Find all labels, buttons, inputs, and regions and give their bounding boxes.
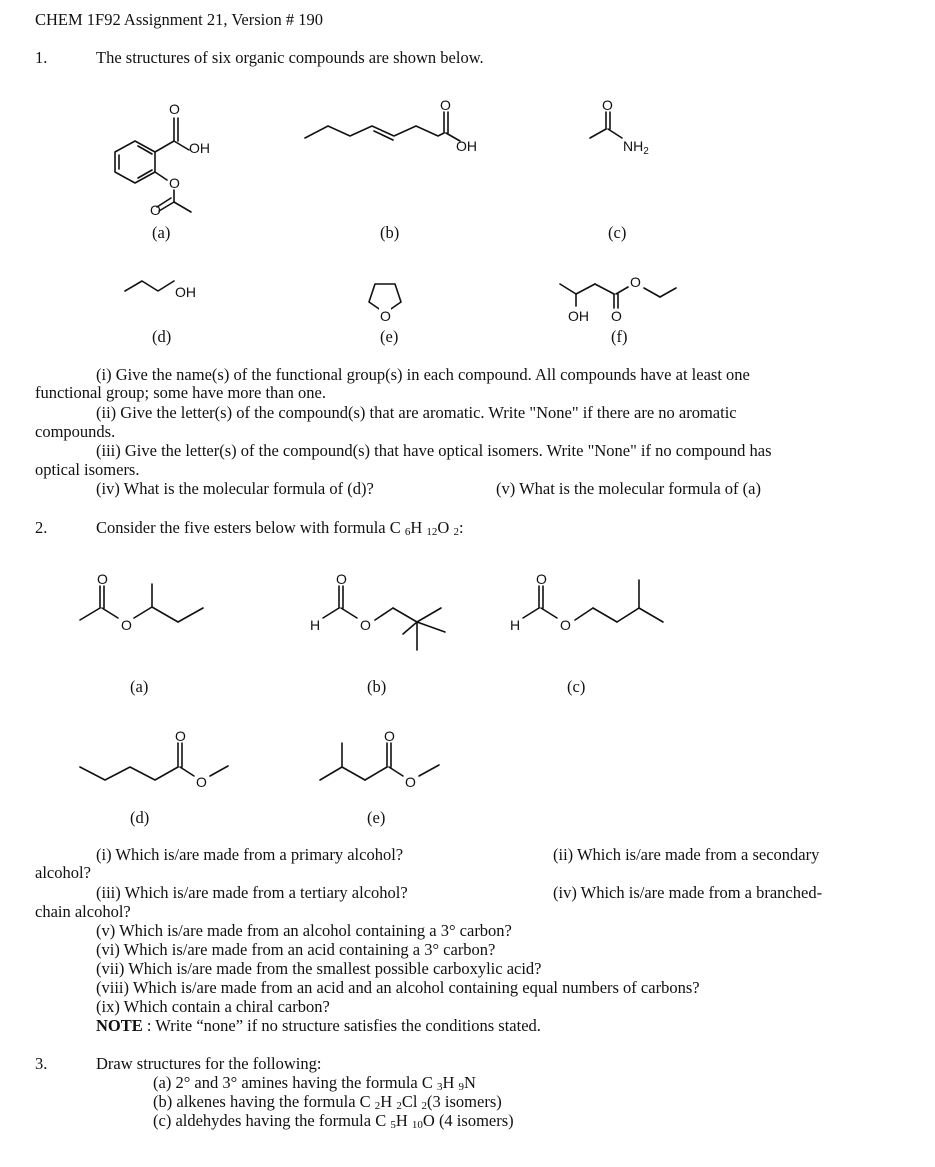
q2-structure-b — [305, 570, 455, 660]
atom-h: H — [310, 617, 321, 633]
q1-structure-d — [120, 275, 210, 305]
atom-o: O — [380, 308, 391, 324]
q2-structure-c — [505, 570, 675, 640]
atom-o: O — [169, 175, 180, 191]
q3-number: 3. — [35, 1054, 48, 1073]
q1-structure-e — [362, 275, 412, 323]
atom-o: O — [536, 571, 547, 587]
q3-part-c: (c) aldehydes having the formula C 5H 10O (4 isomers) — [153, 1111, 514, 1131]
atom-o: O — [175, 728, 186, 744]
q2-part-ii: (ii) Which is/are made from a secondary — [553, 845, 820, 864]
atom-o: O — [150, 202, 161, 218]
atom-o: O — [602, 97, 613, 113]
q2-label-d: (d) — [130, 808, 150, 827]
q1-label-e: (e) — [380, 327, 399, 346]
q1-part-ii: (ii) Give the letter(s) of the compound(s) that are aromatic. Write "None" if there are no aromatic — [96, 403, 737, 422]
atom-o: O — [560, 617, 571, 633]
atom-o: O — [97, 571, 108, 587]
atom-o: O — [121, 617, 132, 633]
q3-part-a: (a) 2° and 3° amines having the formula C 3H 9N — [153, 1073, 476, 1093]
atom-o: O — [196, 774, 207, 790]
atom-o: O — [360, 617, 371, 633]
atom-o: O — [630, 274, 641, 290]
atom-oh: OH — [568, 308, 589, 324]
q1-structure-f — [555, 270, 685, 326]
q2-number: 2. — [35, 518, 48, 537]
atom-o: O — [611, 308, 622, 324]
atom-oh: OH — [175, 284, 196, 300]
q1-part-v: (v) What is the molecular formula of (a) — [496, 479, 761, 498]
assignment-header: CHEM 1F92 Assignment 21, Version # 190 — [35, 10, 324, 29]
atom-o: O — [336, 571, 347, 587]
q1-label-f: (f) — [611, 327, 628, 346]
q2-part-vii: (vii) Which is/are made from the smallest possible carboxylic acid? — [96, 959, 542, 978]
q2-part-iii: (iii) Which is/are made from a tertiary alcohol? — [96, 883, 408, 902]
q2-part-v: (v) Which is/are made from an alcohol containing a 3° carbon? — [96, 921, 512, 940]
q1-intro: The structures of six organic compounds are shown below. — [96, 48, 484, 67]
q1-part-iv: (iv) What is the molecular formula of (d)? — [96, 479, 374, 498]
q2-part-ii-cont: alcohol? — [35, 863, 91, 882]
atom-o: O — [169, 101, 180, 117]
q2-label-e: (e) — [367, 808, 386, 827]
q1-part-iii-cont: optical isomers. — [35, 460, 140, 479]
atom-o: O — [384, 728, 395, 744]
atom-nh2: $NH_2$ — [623, 138, 649, 157]
q2-part-vi: (vi) Which is/are made from an acid containing a 3° carbon? — [96, 940, 496, 959]
q1-part-iii: (iii) Give the letter(s) of the compound(s) that have optical isomers. Write "None" if no compound has — [96, 441, 772, 460]
q3-part-b: (b) alkenes having the formula C 2H 2Cl 2(3 isomers) — [153, 1092, 502, 1112]
q1-part-i-cont: functional group; some have more than one. — [35, 383, 326, 402]
q2-part-viii: (viii) Which is/are made from an acid and an alcohol containing equal numbers of carbons? — [96, 978, 700, 997]
q2-structure-e — [315, 725, 455, 790]
atom-oh: OH — [456, 138, 477, 154]
q1-structure-c — [585, 98, 675, 163]
atom-o: O — [405, 774, 416, 790]
q2-label-a: (a) — [130, 677, 149, 696]
q2-part-iv: (iv) Which is/are made from a branched- — [553, 883, 823, 902]
q2-intro: Consider the five esters below with formula C 6H 12O 2: — [96, 518, 464, 538]
q1-label-a: (a) — [152, 223, 171, 242]
q2-label-b: (b) — [367, 677, 387, 696]
q1-label-c: (c) — [608, 223, 627, 242]
q2-structure-a — [75, 570, 225, 635]
q1-part-ii-cont: compounds. — [35, 422, 116, 441]
q2-structure-d — [75, 725, 235, 790]
q2-part-ix: (ix) Which contain a chiral carbon? — [96, 997, 330, 1016]
atom-oh: OH — [189, 140, 210, 156]
q1-label-b: (b) — [380, 223, 400, 242]
q1-label-d: (d) — [152, 327, 172, 346]
q2-part-i: (i) Which is/are made from a primary alcohol? — [96, 845, 404, 864]
atom-h: H — [510, 617, 521, 633]
q3-intro: Draw structures for the following: — [96, 1054, 322, 1073]
q1-structure-b — [300, 98, 500, 168]
q2-label-c: (c) — [567, 677, 586, 696]
q1-structure-a — [105, 98, 215, 220]
q1-number: 1. — [35, 48, 48, 67]
q2-part-iv-cont: chain alcohol? — [35, 902, 131, 921]
atom-o: O — [440, 97, 451, 113]
q1-part-i: (i) Give the name(s) of the functional group(s) in each compound. All compounds have at least one — [96, 365, 750, 384]
q2-note: NOTE : Write “none” if no structure satisfies the conditions stated. — [96, 1016, 541, 1035]
